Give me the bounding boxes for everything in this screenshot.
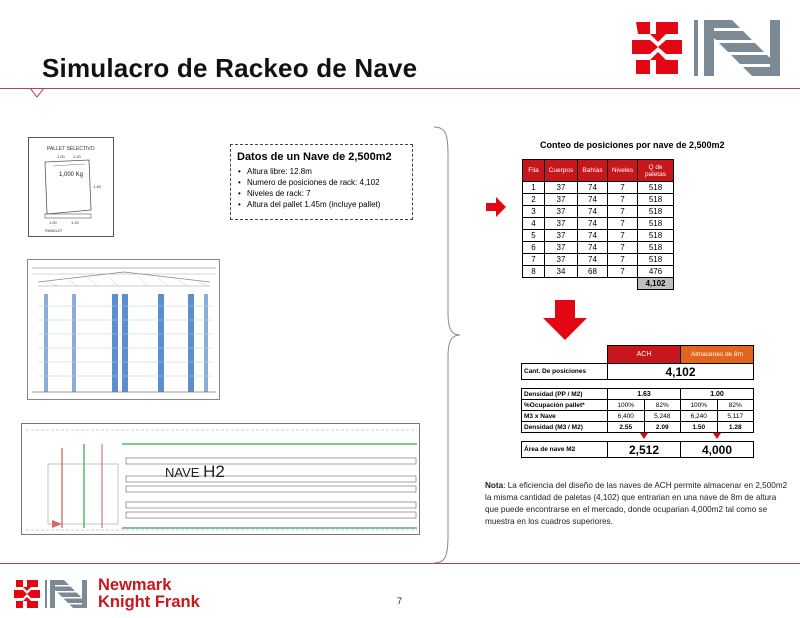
small-arrow-down-icon [640, 433, 648, 439]
comparison-table: ACH Almacenes de 8m Cant. De posiciones 4,102 Densidad (PP / M2) 1.63 1.00 %Ocupación pallet* 100% 82% 100% 82% M3 x Nave 6,400 5,248 6,240 5,117 Densidad (M3 / M2) 2.55 2.09 1.50 1.28 Área de nave M2 2,512 4,000 [521, 345, 754, 458]
list-item: • Numero de posiciones de rack: 4,102 [237, 177, 406, 188]
table-row: 6 37 74 7 518 [523, 242, 674, 254]
svg-text:1.20: 1.20 [73, 154, 81, 159]
table-row: 5 37 74 7 518 [523, 230, 674, 242]
nkf-logo-icon [632, 16, 784, 78]
nave-label: NAVE H2 [165, 462, 225, 481]
list-item: • Altura del pallet 1.45m (incluye pallet) [237, 199, 406, 210]
table-row: 3 37 74 7 518 [523, 206, 674, 218]
pallet-weight: 1,000 Kg [59, 172, 84, 178]
column-header: Fila [523, 160, 545, 182]
table-row: 2 37 74 7 518 [523, 194, 674, 206]
conteo-table [522, 159, 674, 290]
column-header: Bahías [578, 160, 608, 182]
table-row: 7 37 74 7 518 [523, 254, 674, 266]
list-item: • Niveles de rack: 7 [237, 188, 406, 199]
table-row: 1 37 74 7 518 [523, 182, 674, 194]
area-ach: 2,512 [608, 442, 681, 458]
footer-divider [0, 563, 800, 564]
brand-name: Newmark Knight Frank [98, 576, 200, 611]
total-cell: 4,102 [638, 278, 674, 290]
slide-title: Simulacro de Rackeo de Nave [42, 53, 418, 83]
header-ach: ACH [608, 346, 681, 364]
brace-icon [432, 125, 462, 565]
rack-elevation-drawing [27, 259, 220, 400]
datos-title: Datos de un Nave de 2,500m2 [237, 151, 392, 163]
arrow-down-icon [543, 300, 587, 340]
pallet-drawing [28, 137, 114, 237]
arrow-right-icon [486, 197, 506, 217]
datos-list [237, 166, 406, 210]
title-divider [0, 88, 800, 89]
svg-text:1.20: 1.20 [71, 220, 79, 225]
table-row: 8 34 68 7 476 [523, 266, 674, 278]
header-almacenes: Almacenes de 8m [681, 346, 754, 364]
small-arrow-down-icon [713, 433, 721, 439]
nkf-logo-icon [14, 578, 89, 610]
conteo-title: Conteo de posiciones por nave de 2,500m2 [540, 140, 725, 150]
column-header: Cuerpos [545, 160, 578, 182]
total-row [523, 278, 674, 290]
column-header: Niveles [608, 160, 638, 182]
list-item: • Altura libre: 12.8m [237, 166, 406, 177]
datos-box [230, 144, 413, 220]
title-notch-icon [30, 88, 44, 98]
svg-text:1.45: 1.45 [93, 184, 101, 189]
nota-text: Nota: La eficiencia del diseño de las naves de ACH permite almacenar en 2,500m2 la misma cantidad de paletas (4,102) que entrarian en una nave de 8m de altura que puede encontrarse en el mercado, donde ocuparian 4,000m2 tal como se muestra en los cuadros superiores. [485, 481, 788, 526]
pallet-label: PALLET SELECTIVO [47, 146, 95, 152]
column-header: Q de paletas [638, 160, 674, 182]
svg-text:1.00: 1.00 [49, 220, 57, 225]
table-row: 4 37 74 7 518 [523, 218, 674, 230]
area-almacenes: 4,000 [681, 442, 754, 458]
svg-text:1.00: 1.00 [57, 154, 65, 159]
cant-posiciones: 4,102 [608, 364, 754, 380]
page-number: 7 [397, 596, 403, 606]
svg-text:PANDUIT: PANDUIT [45, 228, 63, 233]
